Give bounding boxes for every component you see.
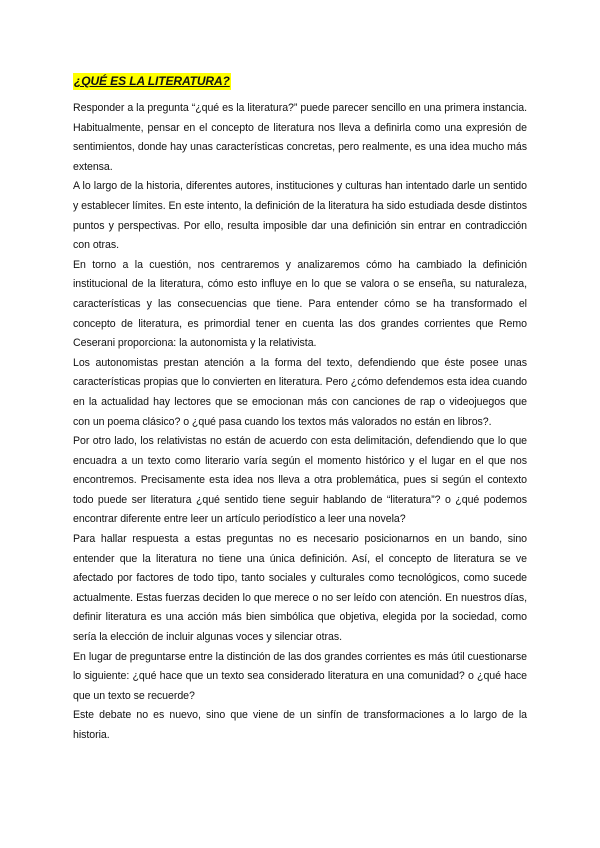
paragraph-2: A lo largo de la historia, diferentes autores, instituciones y culturas han intentado darle un sentido y establecer límites. En este intento, la definición de la literatura ha sido estudiada desde distintos puntos y perspectivas. Por ello, resulta imposible dar una definición sin entrar en contradicción con otras.	[73, 180, 527, 252]
paragraph-8: Este debate no es nuevo, sino que viene de un sinfín de transformaciones a lo largo de la historia.	[73, 709, 527, 741]
paragraph-7: En lugar de preguntarse entre la distinción de las dos grandes corrientes es más útil cuestionarse lo siguiente: ¿qué hace que un texto sea considerado literatura en una comunidad? o ¿qué hace que un texto se recuerde?	[73, 650, 527, 702]
paragraph-4: Los autonomistas prestan atención a la forma del texto, defendiendo que éste posee unas características propias que lo convierten en literatura. Pero ¿cómo defendemos esta idea cuando en la actualidad hay lectores que se emocionan más con canciones de rap o videojuegos que con un poema clásico? o ¿qué pasa cuando los textos más valorados no están en libros?.	[73, 356, 527, 428]
paragraph-3: En torno a la cuestión, nos centraremos y analizaremos cómo ha cambiado la definición institucional de la literatura, cómo esto influye en lo que se valora o se enseña, su naturaleza, características y las consecuencias que tiene. Para entender cómo se ha transformado el concepto de literatura, es primordial tener en cuenta las dos grandes corrientes que Remo Ceserani proporciona: la autonomista y la relativista.	[73, 258, 527, 350]
paragraph-6: Para hallar respuesta a estas preguntas no es necesario posicionarnos en un bando, sino entender que la literatura no tiene una única definición. Así, el concepto de literatura se ve afectado por factores de todo tipo, tanto sociales y culturales como tecnológicos, como sucede actualmente. Estas fuerzas deciden lo que merece o no ser leído con atención. En nuestros días, definir literatura es una acción más bien simbólica que objetiva, elegida por la sociedad, como sería la elección de incluir algunas voces y silenciar otras.	[73, 533, 527, 644]
document-body	[73, 72, 527, 746]
page-title: ¿QUÉ ES LA LITERATURA?	[74, 74, 230, 88]
paragraph-5: Por otro lado, los relativistas no están de acuerdo con esta delimitación, defendiendo que lo que encuadra a un texto como literario varía según el momento histórico y el lugar en el que nos encontremos. Precisamente esta idea nos lleva a otra problemática, pues si según el contexto todo puede ser literatura ¿qué sentido tiene seguir hablando de “literatura”? o ¿qué podemos encontrar diferente entre leer un artículo periodístico a leer una novela?	[73, 435, 527, 526]
paragraph-1: Responder a la pregunta “¿qué es la literatura?” puede parecer sencillo en una primera instancia. Habitualmente, pensar en el concepto de literatura nos lleva a definirla como una expresión de sentimientos, donde hay unas características concretas, pero realmente, es una idea mucho más extensa.	[73, 102, 527, 173]
